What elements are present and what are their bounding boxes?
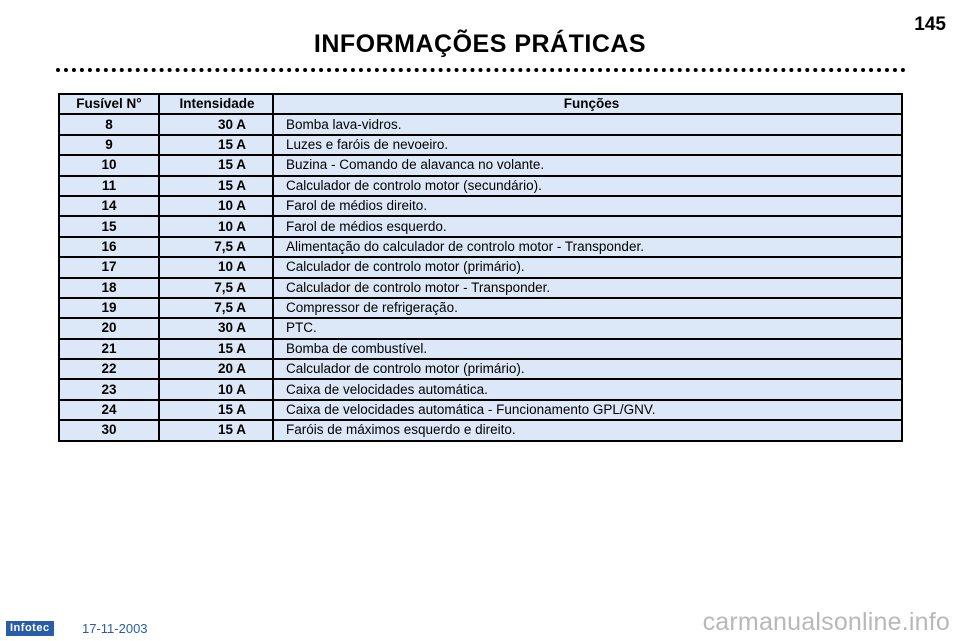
page-number: 145 [914,14,946,35]
table-row [59,114,902,134]
amperage-cell: 15 A [159,176,273,196]
table-row [59,318,902,338]
fuse-number-cell: 20 [59,318,159,338]
table-row [59,155,902,175]
fuse-number-cell: 23 [59,379,159,399]
fuse-number-cell: 19 [59,298,159,318]
function-cell: Farol de médios direito. [273,196,902,216]
function-cell: PTC. [273,318,902,338]
fuse-number-cell: 18 [59,278,159,298]
header-amperage: Intensidade [159,94,273,114]
fuse-number-cell: 8 [59,114,159,134]
table-header-row [59,94,902,114]
amperage-cell: 10 A [159,216,273,236]
fuse-number-cell: 24 [59,400,159,420]
fuse-number-cell: 14 [59,196,159,216]
function-cell: Compressor de refrigeração. [273,298,902,318]
function-cell: Caixa de velocidades automática. [273,379,902,399]
table-row [59,257,902,277]
fuse-number-cell: 17 [59,257,159,277]
amperage-cell: 30 A [159,114,273,134]
amperage-cell: 7,5 A [159,237,273,257]
table-row [59,216,902,236]
table-row [59,278,902,298]
watermark: carmanualsonline.info [702,608,950,636]
table-row [59,420,902,440]
table-row [59,359,902,379]
amperage-cell: 7,5 A [159,298,273,318]
amperage-cell: 10 A [159,379,273,399]
page-title: INFORMAÇÕES PRÁTICAS [313,30,647,58]
function-cell: Calculador de controlo motor (primário). [273,359,902,379]
function-cell: Bomba de combustível. [273,339,902,359]
fuse-number-cell: 10 [59,155,159,175]
function-cell: Alimentação do calculador de controlo motor - Transponder. [273,237,902,257]
fuse-table [58,93,903,442]
fuse-number-cell: 11 [59,176,159,196]
fuse-table-body [59,114,902,440]
function-cell: Calculador de controlo motor (primário). [273,257,902,277]
fuse-number-cell: 22 [59,359,159,379]
amperage-cell: 15 A [159,400,273,420]
amperage-cell: 15 A [159,420,273,440]
table-row [59,298,902,318]
function-cell: Bomba lava-vidros. [273,114,902,134]
table-row [59,379,902,399]
dotted-divider [56,68,906,72]
header-functions: Funções [273,94,902,114]
amperage-cell: 15 A [159,155,273,175]
header-fuse-number: Fusível N° [59,94,159,114]
amperage-cell: 15 A [159,339,273,359]
amperage-cell: 7,5 A [159,278,273,298]
table-row [59,176,902,196]
infotec-logo: Infotec [6,621,54,636]
table-row [59,237,902,257]
function-cell: Buzina - Comando de alavanca no volante. [273,155,902,175]
function-cell: Calculador de controlo motor - Transponder. [273,278,902,298]
fuse-number-cell: 21 [59,339,159,359]
fuse-number-cell: 30 [59,420,159,440]
amperage-cell: 20 A [159,359,273,379]
amperage-cell: 10 A [159,196,273,216]
amperage-cell: 30 A [159,318,273,338]
fuse-number-cell: 9 [59,135,159,155]
table-row [59,339,902,359]
amperage-cell: 15 A [159,135,273,155]
function-cell: Luzes e faróis de nevoeiro. [273,135,902,155]
fuse-number-cell: 16 [59,237,159,257]
function-cell: Farol de médios esquerdo. [273,216,902,236]
table-row [59,196,902,216]
fuse-number-cell: 15 [59,216,159,236]
function-cell: Caixa de velocidades automática - Funcionamento GPL/GNV. [273,400,902,420]
function-cell: Calculador de controlo motor (secundário). [273,176,902,196]
function-cell: Faróis de máximos esquerdo e direito. [273,420,902,440]
table-row [59,135,902,155]
footer-date: 17-11-2003 [82,621,148,636]
table-row [59,400,902,420]
amperage-cell: 10 A [159,257,273,277]
